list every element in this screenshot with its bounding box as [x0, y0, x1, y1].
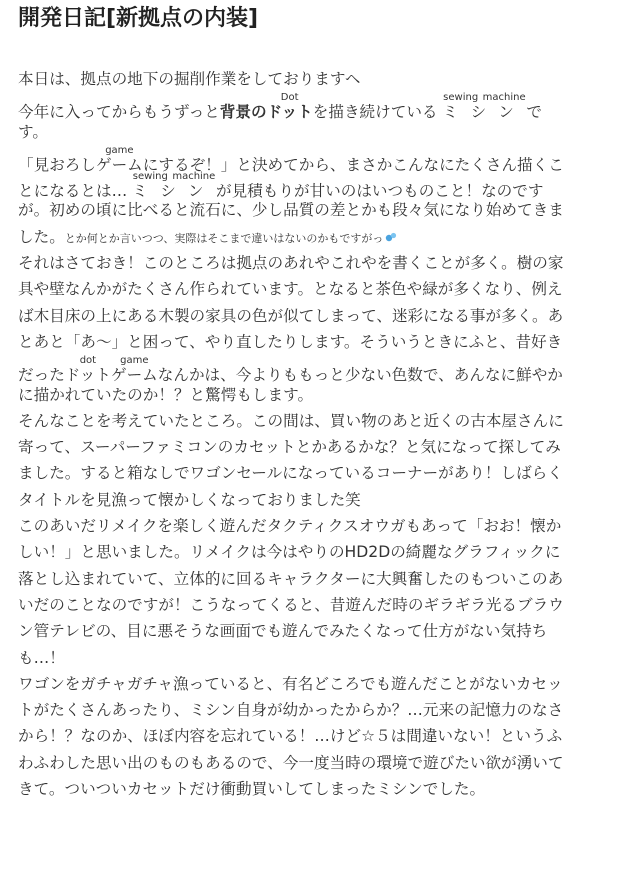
text-line: 落とし込まれていて、立体的に回るキャラクターに大興奮したのもついこのあ: [18, 569, 564, 588]
ruby-game: ゲームgame: [95, 144, 143, 174]
text-line: 今年に入ってからもうずっと背景のドットDotを描き続けている ミシンsewing machineで: [18, 92, 542, 122]
text-line: 具や壁なんかがたくさん作られています。となると茶色や緑が多くなり、例え: [18, 280, 563, 299]
text-line: に描かれていたのか！？と驚愕もします。: [18, 385, 314, 404]
article-body: [18, 66, 610, 802]
text-line: トがたくさんあったり、ミシン自身が幼かったからか？…元来の記憶力のなさ: [18, 701, 564, 720]
text-line: いだのことなのですが！こうなってくると、昔遊んだ時のギラギラ光るブラウ: [18, 595, 564, 614]
text-line: とあと「あ～」と困って、やり直したりします。そういうときにふと、昔好き: [18, 332, 563, 351]
text-line: 寄って、スーパーファミコンのカセットとかあるかな？と気になって探してみ: [18, 438, 561, 457]
small-note: とか何とか言いつつ、実際はそこまで違いはないのかもですがっ: [64, 231, 384, 245]
text-line: から！？なのか、ほぼ内容を忘れている！…けど☆５は間違いない！というふ: [18, 727, 563, 746]
text-line: 「見おろしゲームgameにするぞ！」と決めてから、まさかこんなにたくさん描くこ: [18, 144, 564, 174]
text-line: しい！」と思いました。リメイクは今はやりのHD2Dの綺麗なグラフィックに: [18, 543, 561, 562]
text-line: 本日は、拠点の地下の掘削作業をしておりますヘ: [18, 70, 361, 88]
ruby-dot: ドットdot: [64, 355, 111, 385]
text-line: す。: [18, 122, 48, 141]
text-line: も…！: [18, 648, 65, 667]
ruby-sewing-machine: ミシンsewing machine: [442, 92, 527, 122]
text-line: とになるとは… ミシンsewing machineが見積もりが甘いのはいつものこと！なのです: [18, 171, 544, 201]
bold-text: 背景の: [219, 103, 267, 122]
ruby-sewing-machine: ミシンsewing machine: [132, 171, 216, 201]
text-line: ば木目床の上にある木製の家具の色が似てしまって、迷彩になる事が多く。あ: [18, 306, 564, 325]
text-line: きて。ついついカセットだけ衝動買いしてしまったミシンでした。: [18, 780, 486, 799]
text-line: ワゴンをガチャガチャ漁っていると、有名どころでも遊んだことがないカセッ: [18, 674, 563, 693]
ruby-game: ゲームgame: [110, 355, 158, 385]
page-title: 開発日記[新拠点の内装]: [18, 6, 259, 31]
text-line: タイトルを見漁って懐かしくなっておりました笑: [18, 490, 361, 509]
text-line: そんなことを考えていたところ。この間は、買い物のあと近くの古本屋さんに: [18, 411, 564, 430]
text-line: わふわした思い出のものもあるので、今一度当時の環境で遊びたい欲が湧いて: [18, 753, 564, 772]
text-line: それはさておき！このところは拠点のあれやこれやを書くことが多く。樹の家: [18, 254, 564, 273]
sweat-drop-icon: [385, 231, 397, 243]
text-line: が。初めの頃に比べると流石に、少し品質の差とかも段々気になり始めてきま: [18, 201, 564, 220]
text-line: ました。すると箱なしでワゴンセールになっているコーナーがあり！しばらく: [18, 464, 563, 483]
text-line: した。とか何とか言いつつ、実際はそこまで違いはないのかもですがっ: [18, 224, 610, 250]
ruby-dot: ドットDot: [266, 92, 313, 122]
text-line: ン管テレビの、目に悪そうな画面でも遊んでみたくなって仕方がない気持ち: [18, 622, 548, 641]
text-line: だったドットdotゲームgameなんかは、今よりももっと少ない色数で、あんなに鮮やか: [18, 355, 563, 385]
text-line: このあいだリメイクを楽しく遊んだタクティクスオウガもあって「おお！懐か: [18, 517, 562, 536]
